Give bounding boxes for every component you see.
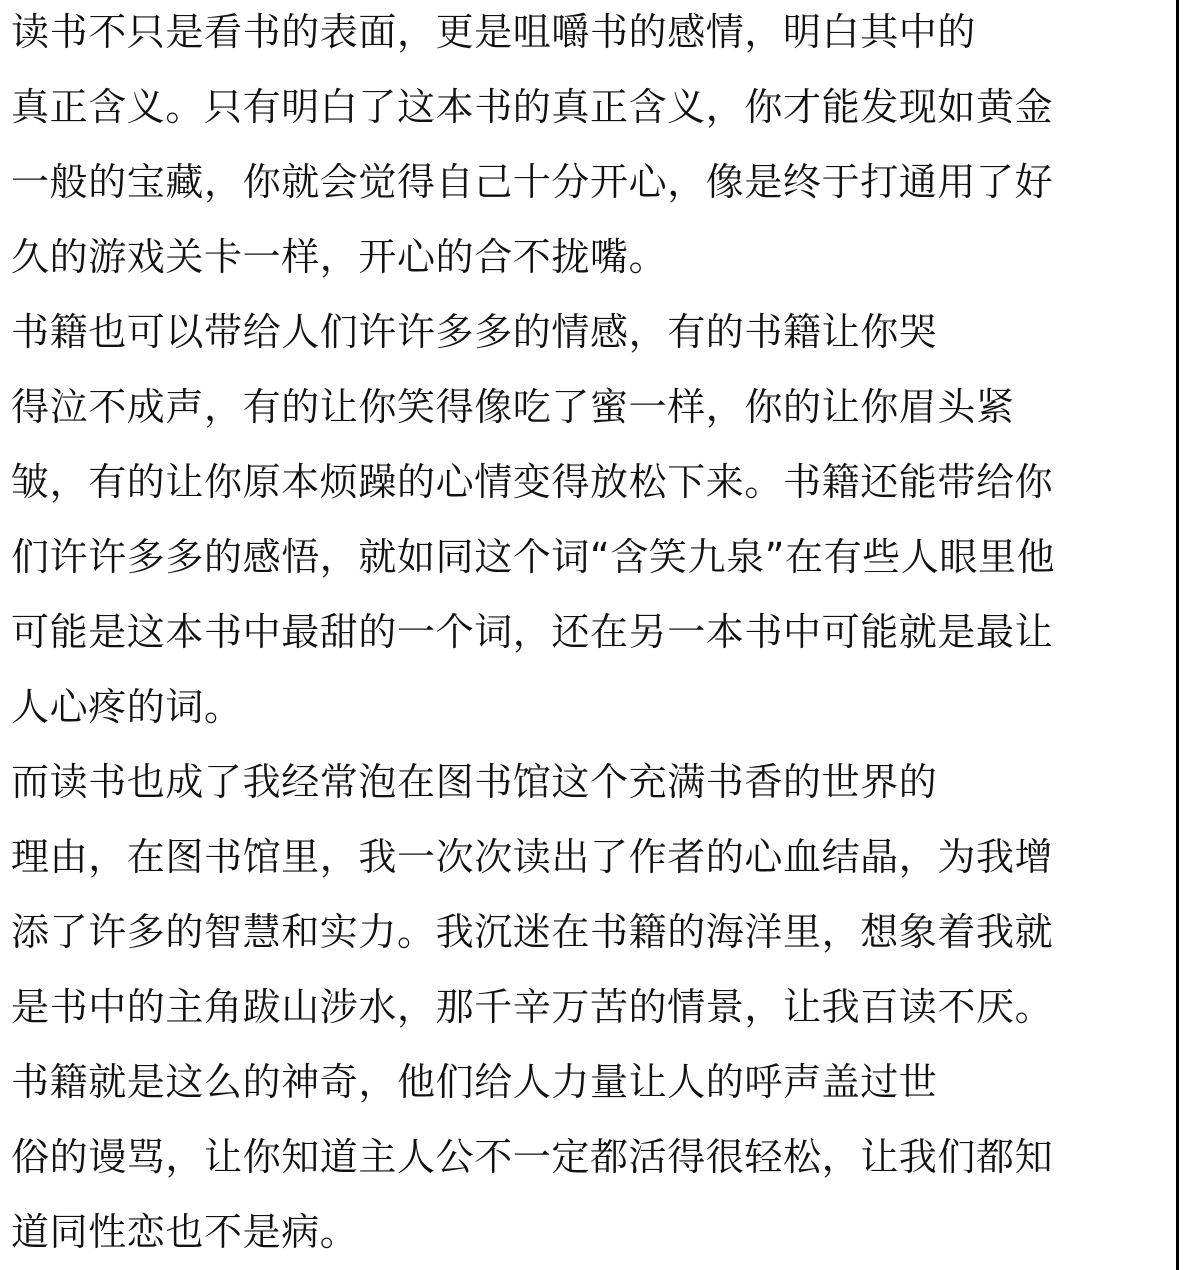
text-line: 而读书也成了我经常泡在图书馆这个充满书香的世界的 [11, 760, 938, 804]
text-line: 得泣不成声，有的让你笑得像吃了蜜一样，你的让你眉头紧 [11, 385, 1015, 429]
page-edge-divider [1176, 0, 1179, 1270]
text-line: 书籍也可以带给人们许许多多的情感，有的书籍让你哭 [11, 310, 938, 354]
text-line: 们许许多多的感悟，就如同这个词“含笑九泉”在有些人眼里他 [11, 535, 1056, 579]
text-line: 久的游戏关卡一样，开心的合不拢嘴。 [11, 235, 668, 279]
document-text [11, 0, 1161, 1270]
text-line: 理由，在图书馆里，我一次次读出了作者的心血结晶，为我增 [11, 835, 1054, 879]
text-line: 添了许多的智慧和实力。我沉迷在书籍的海洋里，想象着我就 [11, 910, 1054, 954]
text-line: 书籍就是这么的神奇，他们给人力量让人的呼声盖过世 [11, 1060, 938, 1104]
text-line: 道同性恋也不是病。 [11, 1210, 359, 1254]
text-line: 是书中的主角跋山涉水，那千辛万苦的情景，让我百读不厌。 [11, 985, 1054, 1029]
text-line: 人心疼的词。 [11, 685, 243, 729]
text-line: 可能是这本书中最甜的一个词，还在另一本书中可能就是最让 [11, 610, 1054, 654]
text-line: 皱，有的让你原本烦躁的心情变得放松下来。书籍还能带给你 [11, 460, 1054, 504]
text-line: 俗的谩骂，让你知道主人公不一定都活得很轻松，让我们都知 [11, 1135, 1054, 1179]
text-line: 读书不只是看书的表面，更是咀嚼书的感情，明白其中的 [11, 10, 977, 54]
text-line: 一般的宝藏，你就会觉得自己十分开心，像是终于打通用了好 [11, 160, 1054, 204]
text-line: 真正含义。只有明白了这本书的真正含义，你才能发现如黄金 [11, 85, 1054, 129]
